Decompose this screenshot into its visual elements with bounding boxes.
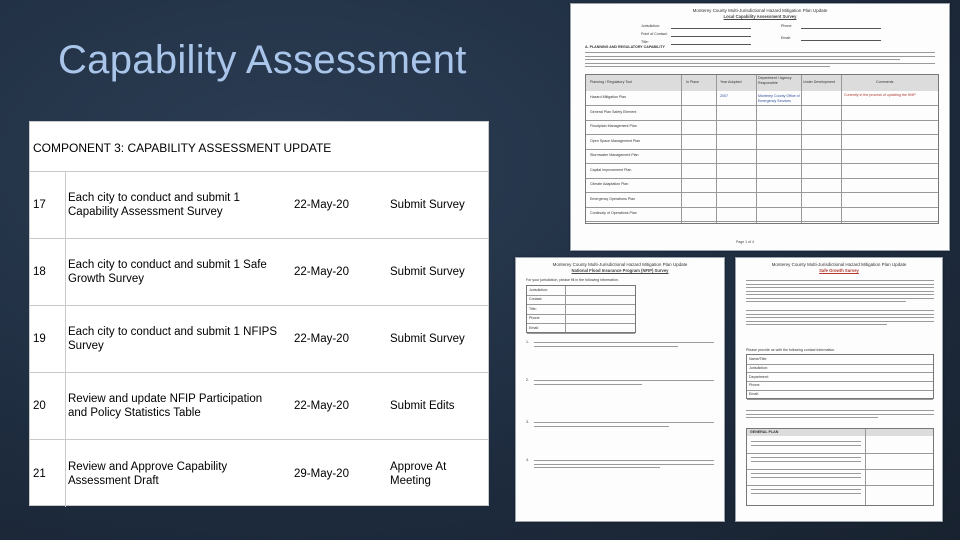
doc-b-field: Jurisdiction: xyxy=(529,288,548,292)
doc-a-col-4: Department / Agency Responsible xyxy=(758,76,792,85)
doc-b-subtitle: National Flood Insurance Program (NFIP) Survey xyxy=(571,268,669,273)
doc-c-rating-grid xyxy=(746,428,934,506)
doc-a-row-label: Climate Adaptation Plan xyxy=(590,182,629,186)
row-number: 17 xyxy=(33,199,46,211)
capability-survey-thumbnail xyxy=(570,3,950,251)
row-action: Submit Survey xyxy=(390,266,465,278)
doc-a-field-phone: Phone: xyxy=(781,24,793,28)
row-date: 22-May-20 xyxy=(294,333,349,345)
doc-a-row1-entry: Monterey County Office of Emergency Services xyxy=(758,94,800,103)
doc-c-contact-label: Please provide us with the following contact information. xyxy=(746,348,836,352)
row-action: Approve At Meeting xyxy=(390,460,447,487)
doc-a-section-label: A. PLANNING AND REGULATORY CAPABILITY xyxy=(585,45,665,49)
row-task: Review and Approve Capability Assessment Draft xyxy=(68,460,228,487)
row-number: 18 xyxy=(33,266,46,278)
safe-growth-survey-thumbnail xyxy=(735,257,943,522)
row-number: 20 xyxy=(33,400,46,412)
doc-a-page: Page 1 of 4 xyxy=(736,240,754,244)
doc-a-field-poc: Point of Contact: xyxy=(641,32,668,36)
row-task: Each city to conduct and submit 1 Capability Assessment Survey xyxy=(68,192,240,218)
doc-b-title: Monterey County Multi-Jurisdictional Hazard Mitigation Plan Update xyxy=(552,262,688,267)
capability-assessment-table xyxy=(29,121,489,506)
row-task: Each city to conduct and submit 1 NFIPS Survey xyxy=(68,326,278,352)
doc-a-row-label: Stormwater Management Plan xyxy=(590,153,639,157)
row-action: Submit Edits xyxy=(390,400,455,412)
table-header: COMPONENT 3: CAPABILITY ASSESSMENT UPDATE xyxy=(30,122,488,172)
doc-a-row-label: General Plan Safety Element xyxy=(590,109,637,114)
slide-title: Capability Assessment xyxy=(58,38,467,82)
row-date: 22-May-20 xyxy=(294,400,349,412)
doc-a-row-label: Capital Improvement Plan xyxy=(590,167,632,172)
doc-c-field: Phone: xyxy=(749,383,761,388)
row-number: 19 xyxy=(33,333,46,345)
doc-c-fields-grid xyxy=(746,354,934,399)
doc-c-field: Email: xyxy=(749,392,759,397)
doc-c-field: Jurisdiction: xyxy=(749,365,768,370)
doc-c-field: Name/Title: xyxy=(749,357,768,361)
doc-a-row-label: Continuity of Operations Plan xyxy=(590,211,637,215)
doc-a-row-label: Hazard Mitigation Plan xyxy=(590,95,627,99)
doc-a-col-1: Planning / Regulatory Tool xyxy=(590,80,632,84)
doc-a-row-label: Open Space Management Plan xyxy=(590,138,641,143)
doc-a-col-3: Year Adopted xyxy=(720,80,742,84)
row-task: Review and update NFIP Participation and Policy Statistics Table xyxy=(68,393,263,419)
row-task: Each city to conduct and submit 1 Safe Growth Survey xyxy=(68,259,267,285)
doc-b-q3: 3. xyxy=(526,420,529,424)
doc-b-q4: 4. xyxy=(526,458,529,462)
doc-a-title: Monterey County Multi-Jurisdictional Hazard Mitigation Plan Update xyxy=(692,8,828,13)
doc-a-grid xyxy=(585,74,939,224)
table-row xyxy=(30,306,488,373)
doc-b-field: Email: xyxy=(529,325,539,330)
table-row xyxy=(30,373,488,440)
doc-a-field-email: Email: xyxy=(781,36,791,40)
doc-a-col-2: In Place xyxy=(686,80,699,84)
doc-a-row1-comment: Currently in the process of updating the HMP xyxy=(844,93,916,97)
doc-a-row-label: Floodplain Management Plan xyxy=(590,124,637,128)
doc-c-field: Department: xyxy=(749,374,769,379)
row-date: 22-May-20 xyxy=(294,266,349,278)
doc-c-section: GENERAL PLAN xyxy=(750,430,779,434)
doc-a-row1-year: 2007 xyxy=(720,94,728,98)
row-date: 29-May-20 xyxy=(294,467,349,480)
doc-a-field-title: Title: xyxy=(641,40,649,44)
doc-c-title: Monterey County Multi-Jurisdictional Hazard Mitigation Plan Update xyxy=(771,262,907,267)
table-row xyxy=(30,239,488,306)
row-number: 21 xyxy=(33,467,46,480)
doc-b-field: Contact: xyxy=(529,297,543,302)
doc-b-field: Phone: xyxy=(529,316,541,321)
doc-a-subtitle: Local Capability Assessment Survey xyxy=(723,14,797,19)
doc-a-field-jurisdiction: Jurisdiction: xyxy=(641,24,660,28)
row-action: Submit Survey xyxy=(390,199,465,211)
doc-b-field: Title: xyxy=(529,306,537,311)
doc-a-col-6: Comments xyxy=(876,80,894,84)
doc-a-col-5: Under Development xyxy=(803,80,835,84)
row-action: Submit Survey xyxy=(390,333,465,345)
table-row xyxy=(30,440,488,507)
doc-b-q1: 1. xyxy=(526,340,529,344)
doc-b-intro: For your jurisdiction, please fill in the following information. xyxy=(526,278,619,282)
doc-a-row-label: Emergency Operations Plan xyxy=(590,196,635,201)
doc-b-q2: 2. xyxy=(526,378,529,382)
doc-b-fields-grid xyxy=(526,285,636,333)
doc-c-subtitle: Safe Growth Survey xyxy=(819,268,859,273)
table-row xyxy=(30,172,488,239)
nfip-survey-thumbnail xyxy=(515,257,725,522)
row-date: 22-May-20 xyxy=(294,199,349,211)
